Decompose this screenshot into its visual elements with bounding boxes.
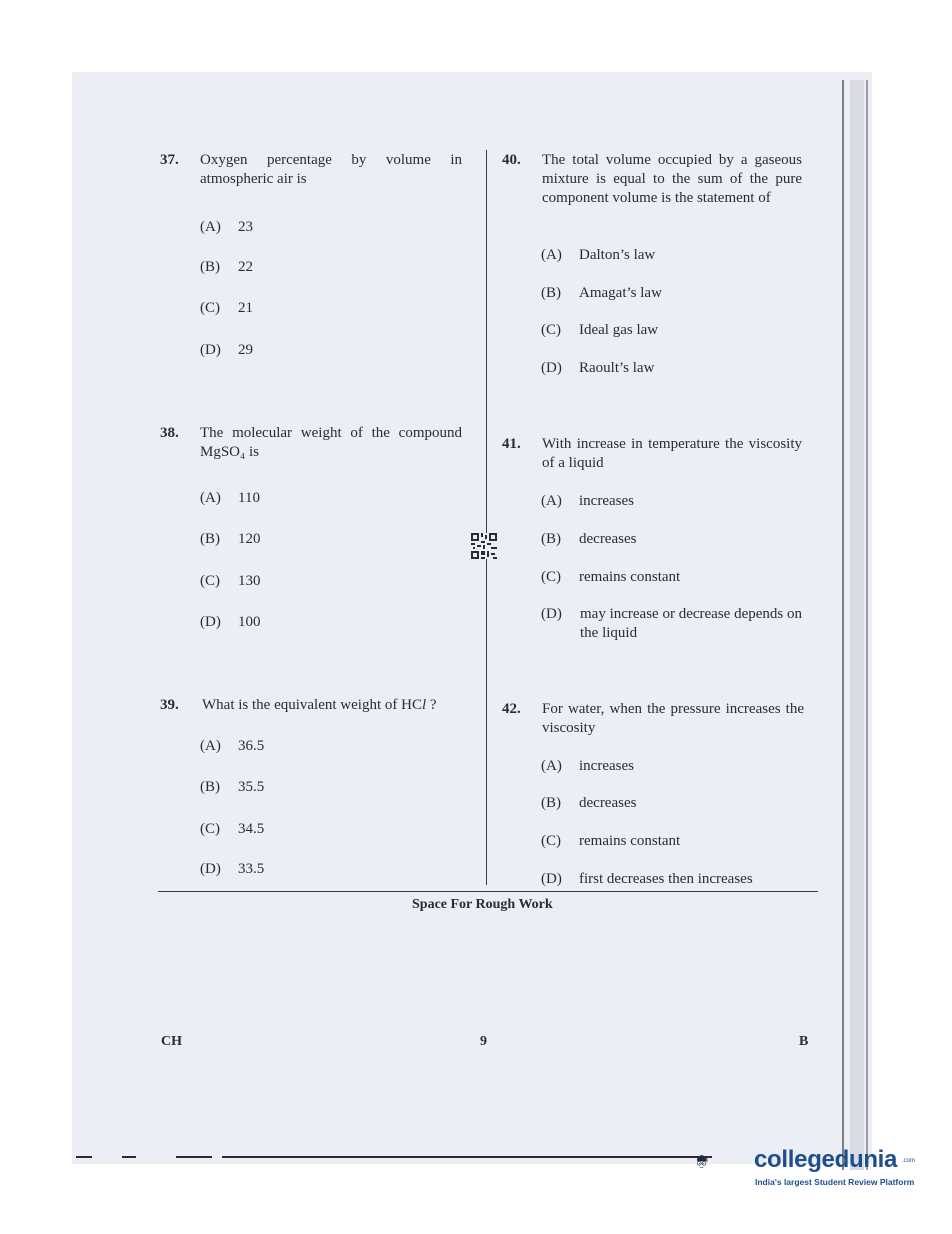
column-divider (486, 150, 487, 885)
option-37-a: (A) 23 (200, 219, 253, 235)
binding-edge-outer (866, 80, 868, 1170)
option-38-b: (B) 120 (200, 531, 261, 547)
question-37 (160, 151, 462, 191)
option-41-d: (D) may increase or decrease depends on the liquid (541, 606, 802, 641)
option-37-b: (B) 22 (200, 259, 253, 275)
option-42-a: (A) increases (541, 758, 634, 774)
option-39-c: (C) 34.5 (200, 821, 265, 837)
watermark-brand: collegedunia (754, 1146, 898, 1173)
option-40-c: (C) Ideal gas law (541, 322, 659, 338)
question-number: 37. (160, 152, 179, 168)
option-40-d: (D) Raoult’s law (541, 360, 655, 376)
section-divider (158, 891, 818, 892)
option-42-d: (D) first decreases then increases (541, 871, 753, 887)
option-37-c: (C) 21 (200, 300, 253, 316)
option-39-b: (B) 35.5 (200, 779, 265, 795)
question-text: With increase in temperature the viscosity of a liquid (542, 436, 802, 471)
option-41-c: (C) remains constant (541, 569, 681, 585)
option-38-c: (C) 130 (200, 573, 261, 589)
binding-edge (842, 80, 844, 1170)
collegedunia-logo-icon (694, 1128, 754, 1194)
qr-code-icon (471, 533, 497, 559)
rough-work-label: Space For Rough Work (412, 897, 553, 912)
question-text: Oxygen percentage by volume in atmospheric air is (200, 152, 462, 187)
bottom-dash (76, 1156, 92, 1158)
footer-booklet-series: B (799, 1034, 809, 1049)
footer-subject-code: CH (161, 1034, 182, 1049)
question-text: What is the equivalent weight of HCl ? (202, 697, 437, 713)
option-38-a: (A) 110 (200, 490, 260, 506)
question-number: 38. (160, 425, 179, 441)
bottom-dash (122, 1156, 136, 1158)
option-39-a: (A) 36.5 (200, 738, 265, 754)
question-text: For water, when the pressure increases the viscosity (542, 701, 804, 736)
option-42-c: (C) remains constant (541, 833, 681, 849)
binding-edge-shadow (850, 80, 864, 1170)
bottom-dash (176, 1156, 212, 1158)
option-39-d: (D) 33.5 (200, 861, 265, 877)
option-37-d: (D) 29 (200, 342, 253, 358)
option-40-b: (B) Amagat’s law (541, 285, 662, 301)
option-40-a: (A) Dalton’s law (541, 247, 656, 263)
option-41-a: (A) increases (541, 493, 634, 509)
option-38-d: (D) 100 (200, 614, 261, 630)
question-40 (502, 151, 802, 229)
question-number: 41. (502, 436, 521, 452)
question-42 (502, 700, 804, 740)
watermark-brand-suffix: .com (902, 1158, 916, 1164)
option-41-b: (B) decreases (541, 531, 637, 547)
option-42-b: (B) decreases (541, 795, 637, 811)
footer-page-number: 9 (480, 1034, 487, 1049)
question-39 (160, 696, 470, 716)
question-number: 39. (160, 697, 179, 713)
question-number: 42. (502, 701, 521, 717)
watermark-tagline: India's largest Student Review Platform (755, 1177, 915, 1187)
question-41 (502, 435, 802, 475)
question-text: The molecular weight of the compound MgSO₄ is (200, 425, 462, 460)
bottom-rule (222, 1156, 712, 1158)
question-number: 40. (502, 152, 521, 168)
question-38 (160, 424, 462, 464)
question-text: The total volume occupied by a gaseous mixture is equal to the sum of the pure component volume is the statement of (542, 152, 802, 206)
